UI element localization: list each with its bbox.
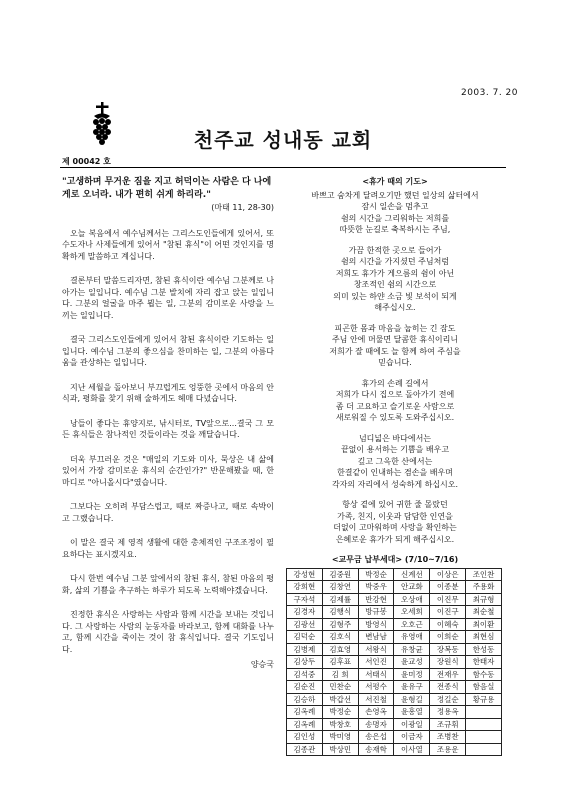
table-cell: 서왕식 (358, 643, 394, 656)
table-cell: 이상은 (430, 568, 466, 581)
prayer-line: 각자의 자리에서 성숙하게 하십시오. (331, 479, 459, 489)
homily-paragraph: 더욱 부끄러운 것은 "매일의 기도와 미사, 묵상은 내 삶에 있어서 가장 감미로운 휴식의 순간인가?" 반문해봤을 때, 한마디로 "아니올시다"였습니다. (62, 454, 274, 487)
page-title: 천주교 성내동 교회 (193, 128, 373, 152)
table-cell: 김순진 (287, 681, 323, 694)
issue-date: 2003. 7. 20 (460, 88, 518, 98)
table-cell: 조용운 (430, 743, 466, 756)
table-cell: 이진구 (430, 606, 466, 619)
prayer-line: 주님 안에 머물면 달콤한 휴식이리니 (331, 335, 459, 344)
table-cell: 오상애 (394, 593, 430, 606)
table-cell: 김광선 (287, 618, 323, 631)
table-cell: 오호근 (394, 618, 430, 631)
table-cell: 이혜숙 (430, 618, 466, 631)
table-cell: 김 희 (322, 668, 358, 681)
table-cell: 김창연 (322, 581, 358, 594)
prayer-line: 깊고 그윽한 산에서는 (357, 456, 433, 466)
table-cell: 정용옥 (430, 706, 466, 719)
prayer-line: 더없이 고마워하며 사랑을 확인하는 (333, 523, 457, 532)
table-cell: 김호식 (322, 631, 358, 644)
table-cell: 방규봉 (358, 606, 394, 619)
header-divider (60, 167, 506, 168)
table-cell: 서태식 (358, 668, 394, 681)
table-cell: 김옥례 (287, 706, 323, 719)
table-cell: 안교화 (394, 581, 430, 594)
table-cell: 유영애 (394, 631, 430, 644)
prayer-line: 잠시 일손을 멈추고 (361, 202, 429, 211)
prayer-title: <휴가 때의 기도> (362, 177, 428, 186)
prayer-stanza (284, 245, 506, 314)
table-row (287, 693, 502, 706)
prayer-line: 피곤한 몸과 마음을 눕히는 긴 잠도 (334, 323, 456, 333)
table-cell: 윤형길 (394, 693, 430, 706)
table-cell: 김옥례 (287, 718, 323, 731)
table-cell: 김제률 (322, 593, 358, 606)
table-cell: 김덕순 (287, 631, 323, 644)
prayer-line: 휴가의 손례 길에서 (361, 378, 429, 388)
table-cell: 민찬순 (322, 681, 358, 694)
table-cell: 송재학 (358, 743, 394, 756)
table-cell: 장원식 (430, 656, 466, 669)
table-cell: 박미영 (322, 731, 358, 744)
homily-paragraph: 오늘 복음에서 예수님께서는 그리스도인들에게 있어서, 또 수도자나 사제들에게 있어서 "참된 휴식"이 어떤 것인지를 명확하게 말씀하고 계십니다. (62, 228, 274, 261)
table-cell: 최순철 (466, 606, 502, 619)
table-cell: 최규형 (466, 593, 502, 606)
table-row (287, 656, 502, 669)
issue-number: 제 00042 호 (62, 157, 111, 166)
scripture-reference: (마태 11, 28-30) (211, 203, 274, 212)
prayer-line: 한결같이 인내하는 겸손을 배우며 (337, 468, 453, 477)
homily-paragraph: 그보다는 오히려 부담스럽고, 때로 짜증나고, 때로 속박이고 그랬습니다. (62, 502, 274, 523)
table-cell: 함음실 (466, 681, 502, 694)
homily-column (62, 176, 274, 671)
table-cell: 최이환 (466, 618, 502, 631)
table-cell: 김효영 (322, 643, 358, 656)
table-cell: 최현심 (466, 631, 502, 644)
homily-paragraph: 다시 한번 예수님 그분 앞에서의 참된 휴식, 참된 마음의 평화, 삶의 기쁨을 추구하는 하루가 되도록 노력해야겠습니다. (62, 574, 274, 595)
donor-table (286, 568, 502, 757)
homily-paragraph: 결국 그리스도인들에게 있어서 참된 휴식이란 기도하는 일입니다. 예수님 그분의 좋으심을 찬미하는 일, 그분의 아름다움을 관상하는 일입니다. (62, 335, 274, 367)
prayer-line: 좀 더 고요하고 슬기로운 사람으로 (335, 401, 455, 411)
prayer-line: 의미 있는 하얀 소금 빛 보석이 되게 (333, 291, 457, 301)
table-cell: 송은섭 (358, 731, 394, 744)
prayer-line: 쉼의 시간을 가지셨던 주님처럼 (340, 257, 450, 266)
table-cell: 김상두 (287, 656, 323, 669)
table-cell: 강성현 (287, 568, 323, 581)
table-cell: 전재우 (430, 668, 466, 681)
table-cell (466, 718, 502, 731)
prayer-line: 새로워질 수 있도록 도와주십시오. (335, 413, 455, 422)
table-cell: 김형주 (322, 618, 358, 631)
table-cell: 방영식 (358, 618, 394, 631)
table-cell: 윤유구 (394, 681, 430, 694)
table-cell: 김석중 (287, 668, 323, 681)
table-cell: 김중원 (322, 568, 358, 581)
table-cell (466, 706, 502, 719)
prayer-line: 바쁘고 숨차게 달려오기만 했던 일상의 삶터에서 (311, 190, 479, 200)
homily-paragraph: 진정한 휴식은 사랑하는 사람과 함께 시간을 보내는 것입니다. 그 사랑하는 사람의 눈동자를 바라보고, 함께 대화를 나누고, 함께 시간을 죽이는 것이 참 휴식입니다. 결국 기도입니다. (62, 610, 274, 654)
table-row (287, 581, 502, 594)
table-row (287, 643, 502, 656)
prayer-line: 창조적인 쉼의 시간으로 (353, 280, 437, 289)
table-cell: 구자석 (287, 593, 323, 606)
table-cell: 이사열 (394, 743, 430, 756)
table-cell: 김승하 (287, 693, 323, 706)
table-cell: 장복동 (430, 643, 466, 656)
table-cell: 전종식 (430, 681, 466, 694)
homily-paragraph: 낭들이 좋다는 휴양지로, 낚시터로, TV앞으로...결국 그 모든 휴식들은 참나적인 것들이라는 것을 깨달습니다. (62, 418, 274, 439)
table-cell: 이광일 (394, 718, 430, 731)
table-cell: 박중우 (358, 581, 394, 594)
table-cell: 조병찬 (430, 731, 466, 744)
table-row (287, 706, 502, 719)
table-cell: 서진철 (358, 693, 394, 706)
table-cell: 김병제 (287, 643, 323, 656)
table-cell: 서평수 (358, 681, 394, 694)
table-cell: 김행식 (322, 606, 358, 619)
table-cell: 김경자 (287, 606, 323, 619)
prayer-stanza (284, 378, 506, 424)
table-cell: 이희순 (430, 631, 466, 644)
table-row (287, 743, 502, 756)
prayer-line: 저희가 다시 집으로 돌아가기 전에 (335, 390, 455, 399)
table-cell: 조규휘 (430, 718, 466, 731)
table-cell (466, 743, 502, 756)
homily-paragraph: 이 말은 결국 제 영적 생활에 대한 총체적인 구조조정이 필요하다는 표시겠지요. (62, 538, 274, 559)
homily-paragraph: 지난 세월을 돌아보니 부끄럽게도 엉뚱한 곳에서 마음의 안식과, 평화를 찾기 위해 술하게도 헤매 다녔습니다. (62, 382, 274, 403)
prayer-line: 끝없이 용서하는 기쁨을 배우고 (340, 445, 450, 454)
table-row (287, 631, 502, 644)
table-row (287, 606, 502, 619)
prayer-line: 넘디넓은 바다에서는 (358, 433, 432, 443)
table-cell: 박상민 (322, 743, 358, 756)
author-signature: 양승국 (250, 660, 274, 669)
prayer-line: 쉼의 시간을 그리워하는 저희를 (340, 213, 450, 223)
table-cell: 서인진 (358, 656, 394, 669)
prayer-line: 저희가 잘 때에도 늘 함께 하여 주심을 (329, 346, 461, 356)
prayer-stanza (284, 323, 506, 369)
prayer-line: 항상 곁에 있어 귀한 줄 몰랐던 (342, 500, 448, 509)
table-row (287, 731, 502, 744)
table-row (287, 718, 502, 731)
table-cell: 윤흥열 (394, 706, 430, 719)
table-row (287, 593, 502, 606)
table-cell: 주용화 (466, 581, 502, 594)
table-cell: 반강현 (358, 593, 394, 606)
table-cell: 박정순 (358, 568, 394, 581)
table-cell: 함수동 (466, 668, 502, 681)
prayer-line: 믿습니다. (378, 358, 412, 367)
prayer-line: 가끔 한적한 곳으로 들어가 (348, 245, 442, 255)
table-cell: 윤교성 (394, 656, 430, 669)
table-cell: 이진무 (430, 593, 466, 606)
table-cell: 김후표 (322, 656, 358, 669)
table-cell (466, 731, 502, 744)
homily-paragraph: 결론부터 말씀드리자면, 참된 휴식이란 예수님 그분께로 나아가는 일입니다. 예수님 그분 발치에 자리 잡고 앉는 일입니다. 그분의 얼굴을 마주 뵙는 일, 그분의 감미로운 사랑을 느끼는 일입니다. (62, 276, 274, 320)
table-cell: 황규용 (466, 693, 502, 706)
table-row (287, 568, 502, 581)
table-cell: 송명자 (358, 718, 394, 731)
table-cell: 손영옥 (358, 706, 394, 719)
table-cell: 이금자 (394, 731, 430, 744)
table-cell: 오세희 (394, 606, 430, 619)
table-cell: 한성동 (466, 643, 502, 656)
table-row (287, 681, 502, 694)
prayer-stanza (284, 499, 506, 545)
table-cell: 변남남 (358, 631, 394, 644)
prayer-stanza (284, 433, 506, 491)
table-cell: 한태자 (466, 656, 502, 669)
prayer-stanza (284, 190, 506, 236)
table-cell: 김종관 (287, 743, 323, 756)
prayer-line: 가족, 친지, 이웃과 담담한 인연을 (337, 511, 453, 521)
prayer-line: 저희도 휴가가 게으름의 쉼이 아닌 (335, 268, 455, 278)
prayer-line: 따뜻한 눈길로 축복하시는 주님, (339, 225, 451, 234)
table-cell: 강희현 (287, 581, 323, 594)
table-cell: 윤미정 (394, 668, 430, 681)
table-cell: 김인성 (287, 731, 323, 744)
table-cell: 유창균 (394, 643, 430, 656)
table-cell: 정길순 (430, 693, 466, 706)
table-cell: 박정순 (322, 706, 358, 719)
schedule-title: <교무금 납부세대> (7/10~7/16) (331, 555, 459, 564)
prayer-column (284, 176, 506, 756)
table-cell: 이종분 (430, 581, 466, 594)
table-row (287, 618, 502, 631)
table-cell: 조인찬 (466, 568, 502, 581)
table-row (287, 668, 502, 681)
scripture-verse: "고생하며 무거운 짐을 지고 허덕이는 사람은 다 나에게로 오너라. 내가 편히 쉬게 하리라." (62, 177, 272, 200)
table-cell: 박갑선 (322, 693, 358, 706)
prayer-line: 은혜로운 휴가가 되게 해주십시오. (335, 534, 455, 544)
prayer-line: 해주십시오. (374, 303, 416, 312)
table-cell: 신계선 (394, 568, 430, 581)
table-cell: 박창호 (322, 718, 358, 731)
